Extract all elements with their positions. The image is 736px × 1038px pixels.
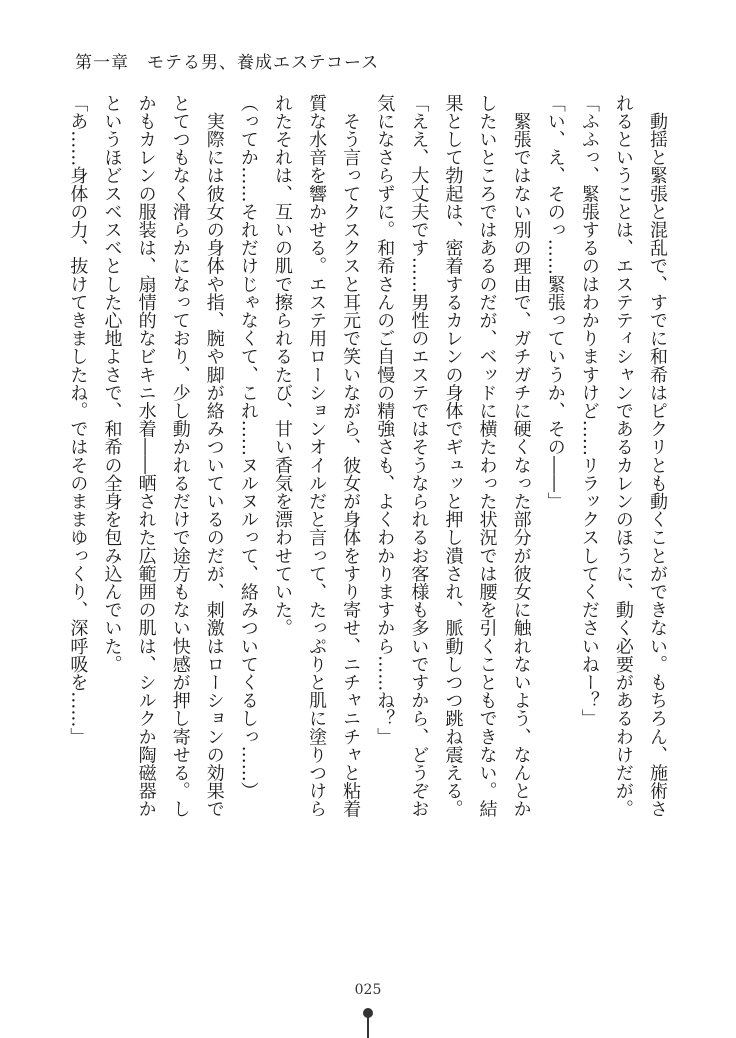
text-line: 果として勃起は、密着するカレンの身体でギュッと押し潰され、脈動しつつ跳ね震える。 (442, 94, 464, 818)
text-line: 質な水音を響かせる。エステ用ローションオイルだと言って、たっぷりと肌に塗りつけら (306, 94, 328, 818)
page-number: 025 (354, 982, 382, 998)
text-line: かもカレンの服装は、扇情的なビキニ水着――晒された広範囲の肌は、シルクか陶磁器か (135, 94, 157, 818)
text-line: 実際には彼女の身体や指、腕や脚が絡みついているのだが、刺激はローションの効果で (203, 94, 225, 818)
text-line: したいところではあるのだが、ベッドに横たわった状況では腰を引くこともできない。結 (476, 94, 498, 818)
text-line: れるということは、エステティシャンであるカレンのほうに、動く必要があるわけだが。 (612, 94, 634, 818)
text-line: 「あ……身体の力、抜けてきましたね。ではそのままゆっくり、深呼吸を……」 (67, 94, 89, 746)
text-line: 動揺と緊張と混乱で、すでに和希はピクリとも動くことができない。もちろん、施術さ (647, 94, 668, 818)
text-line: とてつもなく滑らかになっており、少し動かれるだけで途方もない快感が押し寄せる。し (169, 94, 191, 818)
text-line: 「い、え、そのっ……緊張っていうか、その――」 (544, 94, 566, 511)
text-line: 「ふふっ、緊張するのはわかりますけど……リラックスしてくださいねー？」 (578, 94, 600, 728)
text-line: 「ええ、大丈夫です……男性のエステではそうなられるお客様も多いですから、どうぞお (408, 94, 430, 818)
text-line: というほどスベスベとした心地よさで、和希の全身を包み込んでいた。 (101, 94, 123, 674)
vertical-body-text (54, 94, 674, 818)
text-line: れたそれは、互いの肌で擦られるたび、甘い香気を漂わせていた。 (271, 94, 293, 637)
text-line: （ってか……それだけじゃなくて、これ……ヌルヌルって、絡みついてくるしっ……） (237, 94, 259, 800)
page-marker-line (367, 1016, 369, 1038)
text-line: そう言ってクスクスと耳元で笑いながら、彼女が身体をすり寄せ、ニチャニチャと粘着 (340, 94, 362, 818)
chapter-title: 第一章 モテる男、養成エステコース (75, 53, 380, 73)
text-line: 緊張ではない別の理由で、ガチガチに硬くなった部分が彼女に触れないよう、なんとか (510, 94, 532, 818)
text-line: 気になさらずに。和希さんのご自慢の精強さも、よくわかりますから……ね？」 (374, 94, 396, 746)
